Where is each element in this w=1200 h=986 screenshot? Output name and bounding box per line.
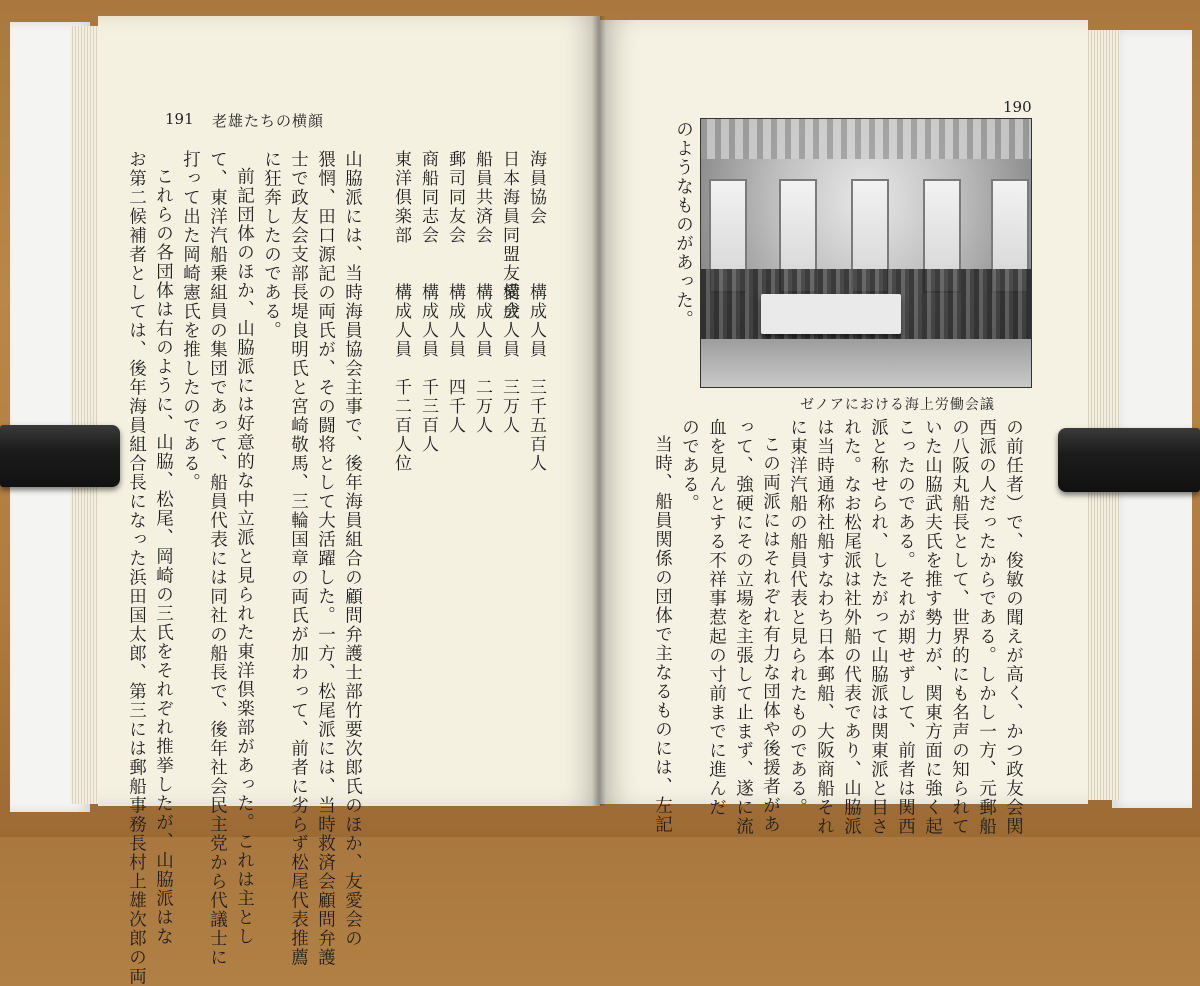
body-line: 前記団体のほか、山脇派には好意的な中立派と見られた東洋倶楽部があった。これは主とし [234,167,255,946]
org-members: 構成人員 千三百人 [418,283,438,454]
right-page-number: 190 [1003,98,1032,116]
photo-caption: ゼノアにおける海上労働会議 [800,397,995,413]
book-gutter [592,16,606,806]
org-name: 船員共済会 [472,150,492,245]
body-line: 猥惘、田口源記の両氏が、その闘将として大活躍した。一方、松尾派には、当時救済会顧問弁護 [315,150,336,967]
body-line: のである。 [679,418,700,513]
book-clip-right [1058,428,1200,492]
intro-line: のようなものがあった。 [673,120,694,329]
left-page-number: 191 [165,110,194,128]
org-name: 日本海員同盟友愛会 [499,150,519,321]
org-name: 商船同志会 [418,150,438,245]
body-line: の前任者）で、俊敏の聞えが高く、かつ政友会関 [1003,418,1024,836]
body-line: は当時通称社船すなわち日本郵船、大阪商船それ [814,418,835,836]
body-line: 西派の人だったからである。しかし一方、元郵船 [976,418,997,836]
body-line: 血を見んとする不祥事惹起の寸前までに進んだ [706,418,727,817]
body-line: 派と称せられ、したがって山脇派は関東派と目さ [868,418,889,836]
org-members: 構成人員 二万人 [472,283,492,435]
body-line: に東洋汽船の船員代表と見られたものである。 [787,418,808,817]
body-line: の八阪丸船長として、世界的にも名声の知られて [949,418,970,836]
body-line: 打って出た岡崎憲氏を推したのである。 [180,150,201,492]
body-line: これらの各団体は右のように、山脇、松尾、岡崎の三氏をそれぞれ推挙したが、山脇派はな [153,167,174,946]
org-name: 郵司同友会 [445,150,465,245]
body-line: 山脇派には、当時海員協会主事で、後年海員組合の顧問弁護士部竹要次郎氏のほか、友愛会の [342,150,363,948]
book-cover-right [1112,30,1192,808]
org-members: 構成人員 三万人 [499,283,519,435]
body-line: れた。なお松尾派は社外船の代表であり、山脇派 [841,418,862,836]
body-line: この両派にはそれぞれ有力な団体や後援者があ [760,435,781,834]
body-line: って、強硬にその立場を主張して止まず、遂に流 [733,418,754,836]
body-line: 士で政友会支部長堤良明氏と宮崎敬馬、三輪国章の両氏が加わって、前者に劣らず松尾代表推薦 [288,150,309,967]
org-members: 構成人員 四千人 [445,283,465,435]
body-line: こったのである。それが期せずして、前者は関西 [895,418,916,836]
org-members: 構成人員 千二百人位 [391,283,411,473]
book-clip-left [0,425,120,487]
body-line: お第二候補者としては、後年海員組合長になった浜田国太郎、第三には郵船事務長村上雄次郎の両 [126,150,147,986]
body-line: て、東洋汽船乗組員の集団であって、船員代表には同社の船長で、後年社会民主党から代議士に [207,150,228,967]
page-stack-right [1086,30,1120,800]
org-name: 東洋倶楽部 [391,150,411,245]
body-line: いた山脇武夫氏を推す勢力が、関東方面に強く起 [922,418,943,836]
body-line: 当時、船員関係の団体で主なるものには、左記 [652,435,673,834]
org-name: 海員協会 [526,150,546,226]
org-members: 構成人員 三千五百人 [526,283,546,473]
left-running-head: 老雄たちの横顔 [212,112,325,130]
body-line: に狂奔したのである。 [261,150,282,340]
conference-photo [700,118,1032,388]
